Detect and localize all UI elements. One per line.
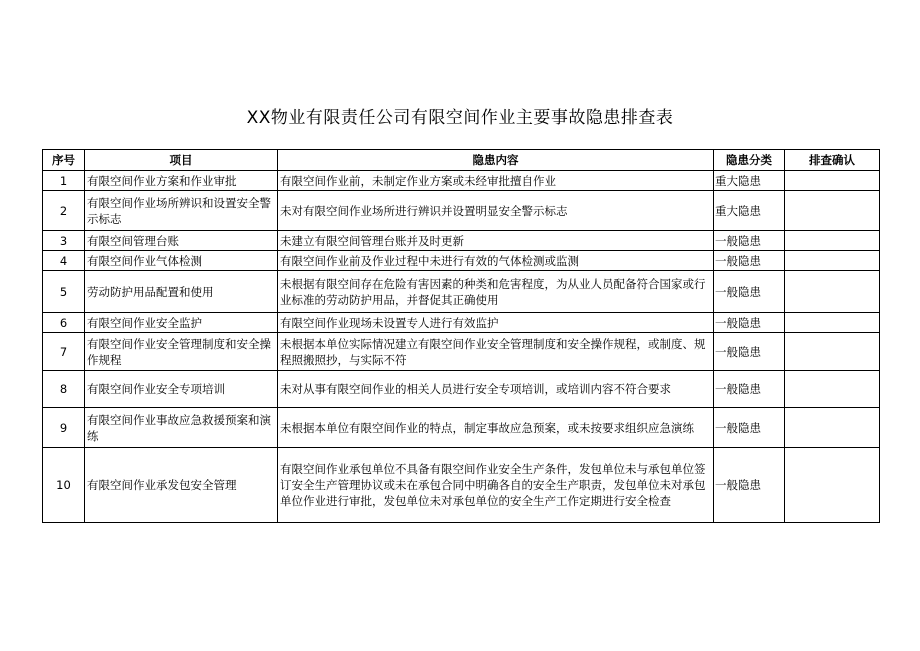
cell-serial-no: 6 bbox=[43, 313, 85, 333]
cell-hazard-content: 未对从事有限空间作业的相关人员进行安全专项培训，或培训内容不符合要求 bbox=[278, 371, 714, 408]
table-header-row bbox=[43, 150, 880, 171]
table-row bbox=[43, 408, 880, 448]
cell-hazard-category: 重大隐患 bbox=[714, 171, 785, 191]
table-row bbox=[43, 333, 880, 371]
table-row bbox=[43, 191, 880, 231]
header-item: 项目 bbox=[85, 150, 278, 171]
table-row bbox=[43, 271, 880, 313]
document-title: XX物业有限责任公司有限空间作业主要事故隐患排查表 bbox=[246, 108, 674, 128]
cell-item: 有限空间作业事故应急救援预案和演练 bbox=[85, 408, 278, 448]
cell-hazard-content: 有限空间作业承包单位不具备有限空间作业安全生产条件，发包单位未与承包单位签订安全生产管理协议或未在承包合同中明确各自的安全生产职责，发包单位未对承包单位作业进行审批，发包单位未对承包单位的安全生产工作定期进行安全检查 bbox=[278, 448, 714, 523]
cell-hazard-content: 有限空间作业前，未制定作业方案或未经审批擅自作业 bbox=[278, 171, 714, 191]
cell-serial-no: 5 bbox=[43, 271, 85, 313]
cell-hazard-category: 一般隐患 bbox=[714, 313, 785, 333]
table-row bbox=[43, 313, 880, 333]
cell-inspection-confirm[interactable] bbox=[785, 313, 880, 333]
cell-item: 有限空间管理台账 bbox=[85, 231, 278, 251]
cell-serial-no: 1 bbox=[43, 171, 85, 191]
cell-hazard-category: 一般隐患 bbox=[714, 371, 785, 408]
cell-hazard-category: 一般隐患 bbox=[714, 231, 785, 251]
table-row bbox=[43, 171, 880, 191]
header-hazard-content: 隐患内容 bbox=[278, 150, 714, 171]
cell-hazard-content: 未对有限空间作业场所进行辨识并设置明显安全警示标志 bbox=[278, 191, 714, 231]
cell-inspection-confirm[interactable] bbox=[785, 333, 880, 371]
cell-hazard-content: 有限空间作业现场未设置专人进行有效监护 bbox=[278, 313, 714, 333]
cell-inspection-confirm[interactable] bbox=[785, 231, 880, 251]
cell-hazard-content: 未根据有限空间存在危险有害因素的种类和危害程度，为从业人员配备符合国家或行业标准的劳动防护用品，并督促其正确使用 bbox=[278, 271, 714, 313]
cell-hazard-content: 未根据本单位实际情况建立有限空间作业安全管理制度和安全操作规程，或制度、规程照搬照抄，与实际不符 bbox=[278, 333, 714, 371]
cell-item: 有限空间作业承发包安全管理 bbox=[85, 448, 278, 523]
cell-item: 有限空间作业安全专项培训 bbox=[85, 371, 278, 408]
cell-item: 有限空间作业安全监护 bbox=[85, 313, 278, 333]
cell-hazard-category: 一般隐患 bbox=[714, 271, 785, 313]
cell-item: 有限空间作业方案和作业审批 bbox=[85, 171, 278, 191]
table-row bbox=[43, 448, 880, 523]
header-inspection-confirm: 排查确认 bbox=[785, 150, 880, 171]
cell-serial-no: 2 bbox=[43, 191, 85, 231]
cell-hazard-category: 一般隐患 bbox=[714, 251, 785, 271]
header-serial-no: 序号 bbox=[43, 150, 85, 171]
cell-serial-no: 3 bbox=[43, 231, 85, 251]
cell-hazard-category: 一般隐患 bbox=[714, 333, 785, 371]
cell-inspection-confirm[interactable] bbox=[785, 448, 880, 523]
cell-hazard-category: 一般隐患 bbox=[714, 448, 785, 523]
cell-item: 劳动防护用品配置和使用 bbox=[85, 271, 278, 313]
cell-serial-no: 8 bbox=[43, 371, 85, 408]
cell-serial-no: 9 bbox=[43, 408, 85, 448]
cell-item: 有限空间作业场所辨识和设置安全警示标志 bbox=[85, 191, 278, 231]
table-row bbox=[43, 371, 880, 408]
cell-serial-no: 7 bbox=[43, 333, 85, 371]
cell-hazard-category: 一般隐患 bbox=[714, 408, 785, 448]
cell-inspection-confirm[interactable] bbox=[785, 251, 880, 271]
cell-inspection-confirm[interactable] bbox=[785, 171, 880, 191]
cell-hazard-content: 未根据本单位有限空间作业的特点，制定事故应急预案，或未按要求组织应急演练 bbox=[278, 408, 714, 448]
cell-item: 有限空间作业气体检测 bbox=[85, 251, 278, 271]
cell-hazard-content: 有限空间作业前及作业过程中未进行有效的气体检测或监测 bbox=[278, 251, 714, 271]
cell-inspection-confirm[interactable] bbox=[785, 191, 880, 231]
cell-hazard-category: 重大隐患 bbox=[714, 191, 785, 231]
cell-inspection-confirm[interactable] bbox=[785, 271, 880, 313]
header-hazard-category: 隐患分类 bbox=[714, 150, 785, 171]
cell-inspection-confirm[interactable] bbox=[785, 408, 880, 448]
cell-hazard-content: 未建立有限空间管理台账并及时更新 bbox=[278, 231, 714, 251]
cell-serial-no: 10 bbox=[43, 448, 85, 523]
hazard-inspection-table bbox=[42, 149, 880, 523]
cell-serial-no: 4 bbox=[43, 251, 85, 271]
cell-item: 有限空间作业安全管理制度和安全操作规程 bbox=[85, 333, 278, 371]
cell-inspection-confirm[interactable] bbox=[785, 371, 880, 408]
table-row bbox=[43, 251, 880, 271]
table-row bbox=[43, 231, 880, 251]
